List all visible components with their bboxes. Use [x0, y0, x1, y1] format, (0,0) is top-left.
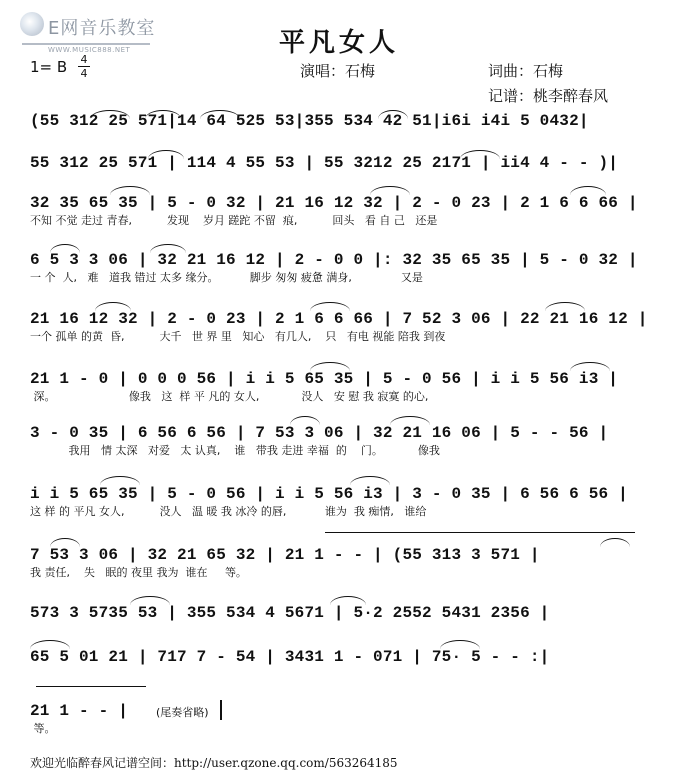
- lyrics-line-12: 等。: [30, 722, 56, 735]
- logo-url: WWW.MUSIC888.NET: [48, 46, 131, 54]
- slur: [570, 362, 610, 371]
- logo-text: E网音乐教室: [48, 18, 156, 39]
- slur: [150, 244, 186, 253]
- slur: [310, 302, 350, 311]
- slur: [100, 476, 140, 485]
- notes-line-12: 21 1 - - |: [30, 702, 129, 720]
- slur: [95, 302, 131, 311]
- score-line-6: [30, 370, 646, 404]
- volta-bracket-2: [36, 686, 146, 687]
- ending-note: (尾奏省略): [156, 706, 209, 719]
- notes-line-2: 55 312 25 571 | 114 4 55 53 | 55 3212 25 2171 | ii4 4 - - )|: [30, 154, 619, 172]
- lyrics-line-8: 这 样 的 平凡 女人, 没人 温 暖 我 冰冷 的唇, 谁为 我 痴情, 谁给: [30, 505, 427, 518]
- notes-line-4: 6 5 3 3 06 | 32 21 16 12 | 2 - 0 0 |: 32 35 65 35 | 5 - 0 32 |: [30, 251, 638, 269]
- time-signature-top: 4: [80, 53, 88, 66]
- score-line-4: [30, 251, 646, 285]
- lyrics-line-5: 一个 孤单 的黄 昏, 大千 世 界 里 知心 有几人, 只 有电 视能 陪我 到夜: [30, 330, 446, 343]
- slur: [370, 186, 410, 195]
- slur: [440, 640, 480, 649]
- time-signature: [78, 54, 90, 79]
- slur: [290, 416, 320, 425]
- song-title: 平凡女人: [278, 28, 399, 58]
- notes-line-9: 7 53 3 06 | 32 21 65 32 | 21 1 - - | (55 313 3 571 |: [30, 546, 540, 564]
- notes-line-3: 32 35 65 35 | 5 - 0 32 | 21 16 12 32 | 2 - 0 23 | 2 1 6 6 66 |: [30, 194, 638, 212]
- lyrics-line-6: 深。 像我 这 样 平 凡的 女人, 没人 安 慰 我 寂寞 的心,: [30, 390, 429, 403]
- lyrics-line-9: 我 责任, 失 眠的 夜里 我为 谁在 等。: [30, 566, 247, 579]
- time-signature-bottom: 4: [80, 67, 88, 80]
- score-line-10: [30, 604, 646, 622]
- slur: [30, 640, 70, 649]
- slur: [50, 244, 80, 253]
- notes-line-11: 65 5 01 21 | 717 7 - 54 | 3431 1 - 071 | 75· 5 - - :|: [30, 648, 550, 666]
- lyrics-line-7: 我用 情 太深 对爱 太 认真, 谁 带我 走进 幸福 的 门。 像我: [30, 444, 440, 457]
- volta-bracket-1: [325, 532, 635, 533]
- score-line-2: [30, 154, 646, 172]
- slur: [50, 538, 80, 547]
- score-line-11: [30, 648, 646, 666]
- score-line-9: [30, 546, 646, 580]
- slur: [310, 362, 350, 371]
- slur: [545, 302, 585, 311]
- score-line-3: [30, 194, 646, 228]
- lyrics-line-4: 一 个 人, 难 道我 错过 太多 缘分。 脚步 匆匆 疲惫 满身, 又是: [30, 271, 423, 284]
- slur: [330, 596, 366, 605]
- slur: [600, 538, 630, 547]
- slur: [350, 476, 390, 485]
- notes-line-1: (55 312 25 571|14 64 525 53|355 534 42 51|i6i i4i 5 0432|: [30, 112, 589, 130]
- notes-line-7: 3 - 0 35 | 6 56 6 56 | 7 53 3 06 | 32 21 16 06 | 5 - - 56 |: [30, 424, 609, 442]
- key-signature: 1= B: [30, 58, 68, 76]
- footer-text: 欢迎光临醉春风记谱空间：http://user.qzone.qq.com/563264185: [30, 756, 398, 770]
- transcriber-credit: 记谱：桃李醉春风: [488, 87, 609, 105]
- score-line-12: [30, 700, 646, 736]
- singer-credit: 演唱：石梅: [300, 62, 376, 80]
- notes-line-8: i i 5 65 35 | 5 - 0 56 | i i 5 56 i3 | 3 - 0 35 | 6 56 6 56 |: [30, 485, 628, 503]
- slur: [570, 186, 606, 195]
- score-line-8: [30, 485, 646, 519]
- final-barline: [220, 700, 222, 720]
- score-line-5: [30, 310, 646, 344]
- slur: [110, 186, 150, 195]
- lyrics-line-3: 不知 不觉 走过 青春, 发现 岁月 蹉跎 不留 痕, 回头 看 自 己 还是: [30, 214, 438, 227]
- notes-line-5: 21 16 12 32 | 2 - 0 23 | 2 1 6 6 66 | 7 52 3 06 | 22 21 16 12 |: [30, 310, 648, 328]
- slur: [390, 416, 430, 425]
- slur: [148, 150, 184, 159]
- notes-line-10: 573 3 5735 53 | 355 534 4 5671 | 5·2 2552 5431 2356 |: [30, 604, 550, 622]
- composer-credit: 词曲：石梅: [488, 62, 564, 80]
- slur: [460, 150, 500, 159]
- slur: [130, 596, 170, 605]
- score-line-7: [30, 424, 646, 458]
- notes-line-6: 21 1 - 0 | 0 0 0 56 | i i 5 65 35 | 5 - 0 56 | i i 5 56 i3 |: [30, 370, 619, 388]
